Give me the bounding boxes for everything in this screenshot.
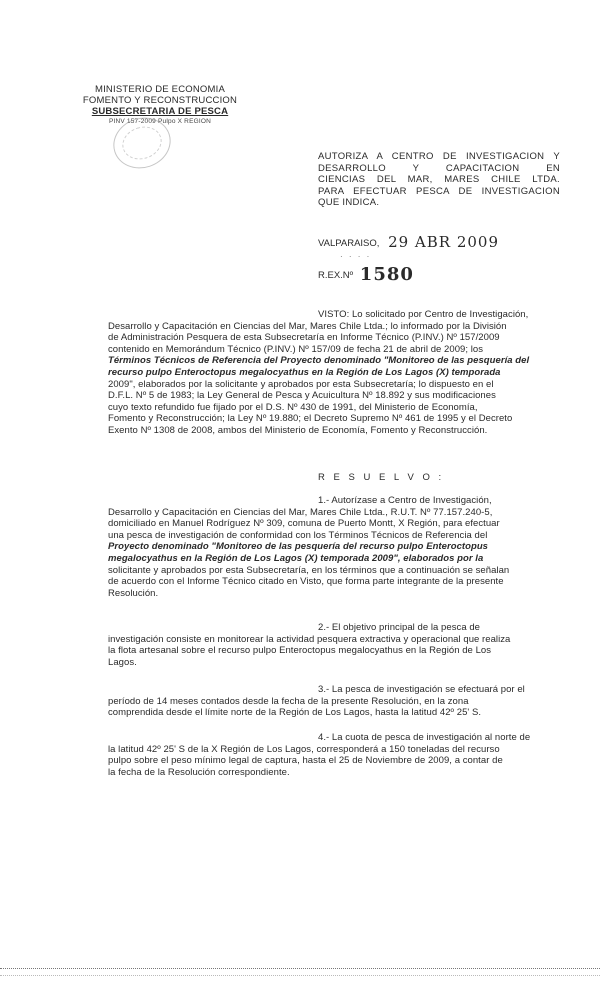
article-1 <box>108 495 563 599</box>
article-3-line: 3.- La pesca de investigación se efectuará por el <box>318 684 525 695</box>
article-4 <box>108 732 563 778</box>
separator-dots: · · · · <box>340 252 372 261</box>
title-line: QUE INDICA. <box>318 197 380 208</box>
article-4-line: pulpo sobre el peso mínimo legal de captura, hasta el 25 de Noviembre de 2009, a contar de <box>108 755 503 767</box>
article-2 <box>108 622 563 668</box>
article-2-line: investigación consiste en monitorear la actividad pesquera extractiva y operacional que realiza <box>108 633 511 645</box>
resolution-title <box>318 151 560 209</box>
title-line: CIENCIAS DEL MAR, MARES CHILE LTDA. <box>318 174 560 185</box>
article-4-line: la fecha de la Resolución correspondiente. <box>108 766 290 778</box>
scan-edge-line <box>0 968 600 969</box>
title-line: DESARROLLO Y CAPACITACION EN <box>318 162 560 174</box>
article-4-line: la latitud 42º 25' S de la X Región de Los Lagos, corresponderá a 150 toneladas del recurso <box>108 743 500 755</box>
visto-line: D.F.L. Nº 5 de 1983; la Ley General de Pesca y Acuicultura Nº 18.892 y sus modificaciones <box>108 390 496 402</box>
article-3-line: período de 14 meses contados desde la fecha de la presente Resolución, en la zona <box>108 695 469 707</box>
visto-line: de Administración Pesquera de esta Subsecretaría en Informe Técnico (P.INV.) Nº 157/2009 <box>108 332 500 344</box>
title-line: AUTORIZA A CENTRO DE INVESTIGACION Y <box>318 151 560 162</box>
article-2-line: la flota artesanal sobre el recurso pulpo Enteroctopus megalocyathus en la Región de Los <box>108 645 492 657</box>
article-1-line: domiciliado en Manuel Rodríguez Nº 309, comuna de Puerto Montt, X Región, para efectuar <box>108 518 500 530</box>
article-2-line: 2.- El objetivo principal de la pesca de <box>318 622 481 633</box>
visto-line: Fomento y Reconstrucción; la Ley Nº 19.880; el Decreto Supremo Nº 461 de 1995 y el Decreto <box>108 413 513 425</box>
visto-line: Desarrollo y Capacitación en Ciencias del Mar, Mares Chile Ltda.; lo informado por la División <box>108 320 507 332</box>
ministry-name: MINISTERIO DE ECONOMIA <box>94 84 226 95</box>
visto-line: contenido en Memorándum Técnico (P.INV.) Nº 157/09 de fecha 21 de abril de 2009; los <box>108 343 484 355</box>
visto-line: Términos Técnicos de Referencia del Proyecto denominado "Monitoreo de las pesquería del <box>108 355 530 367</box>
rex-label: R.EX.Nº <box>318 270 354 281</box>
scan-edge-line <box>0 975 600 976</box>
article-1-line: una pesca de investigación de conformidad con los Términos Técnicos de Referencia del <box>108 529 488 541</box>
date-stamp: 29 ABR 2009 <box>388 233 500 251</box>
article-1-line: Desarrollo y Capacitación en Ciencias del Mar, Mares Chile Ltda., R.U.T. Nº 77.157.240-5, <box>108 506 493 518</box>
subsecretaria-name: SUBSECRETARIA DE PESCA <box>91 106 229 117</box>
resolution-number-line <box>318 262 414 283</box>
article-1-line: Resolución. <box>108 587 159 599</box>
visto-line: recurso pulpo Enteroctopus megalocyathus en la Región de Los Lagos (X) temporada <box>108 366 501 378</box>
file-reference: PINV 157-2009 Pulpo X REGION <box>108 118 212 125</box>
visto-line: 2009", elaborados por la solicitante y aprobados por esta Subsecretaría; lo dispuesto en el <box>108 378 494 390</box>
article-1-line: megalocyathus en la Región de Los Lagos (X) temporada 2009", elaborados por la <box>108 552 484 564</box>
resuelvo-heading: R E S U E L V O : <box>318 472 445 483</box>
date-line <box>318 232 499 250</box>
article-3-line: comprendida desde el límite norte de la Región de Los Lagos, hasta la latitud 42º 25' S. <box>108 707 482 719</box>
ministry-header <box>60 84 260 126</box>
article-1-line: Proyecto denominado "Monitoreo de las pesquería del recurso pulpo Enteroctopus <box>108 541 489 553</box>
article-4-line: 4.- La cuota de pesca de investigación al norte de <box>318 732 531 743</box>
article-2-line: Lagos. <box>108 656 137 668</box>
visto-line: Exento Nº 1308 de 2008, ambos del Ministerio de Economía, Fomento y Reconstrucción. <box>108 424 488 436</box>
article-1-line: de acuerdo con el Informe Técnico citado en Visto, que forma parte integrante de la presente <box>108 576 504 588</box>
rex-number: 1580 <box>359 264 414 285</box>
article-1-line: solicitante y aprobados por esta Subsecretaría, en los términos que a continuación se señalan <box>108 564 510 576</box>
visto-paragraph <box>108 309 563 437</box>
ministry-subtitle: FOMENTO Y RECONSTRUCCION <box>82 95 238 106</box>
visto-line: VISTO: Lo solicitado por Centro de Investigación, <box>318 309 529 320</box>
title-line: PARA EFECTUAR PESCA DE INVESTIGACION <box>318 185 560 197</box>
article-3 <box>108 684 563 719</box>
date-label: VALPARAISO, <box>318 238 380 249</box>
visto-line: cuyo texto refundido fue fijado por el D.S. Nº 430 de 1991, del Ministerio de Economía, <box>108 401 478 413</box>
article-1-line: 1.- Autorízase a Centro de Investigación, <box>318 495 492 506</box>
